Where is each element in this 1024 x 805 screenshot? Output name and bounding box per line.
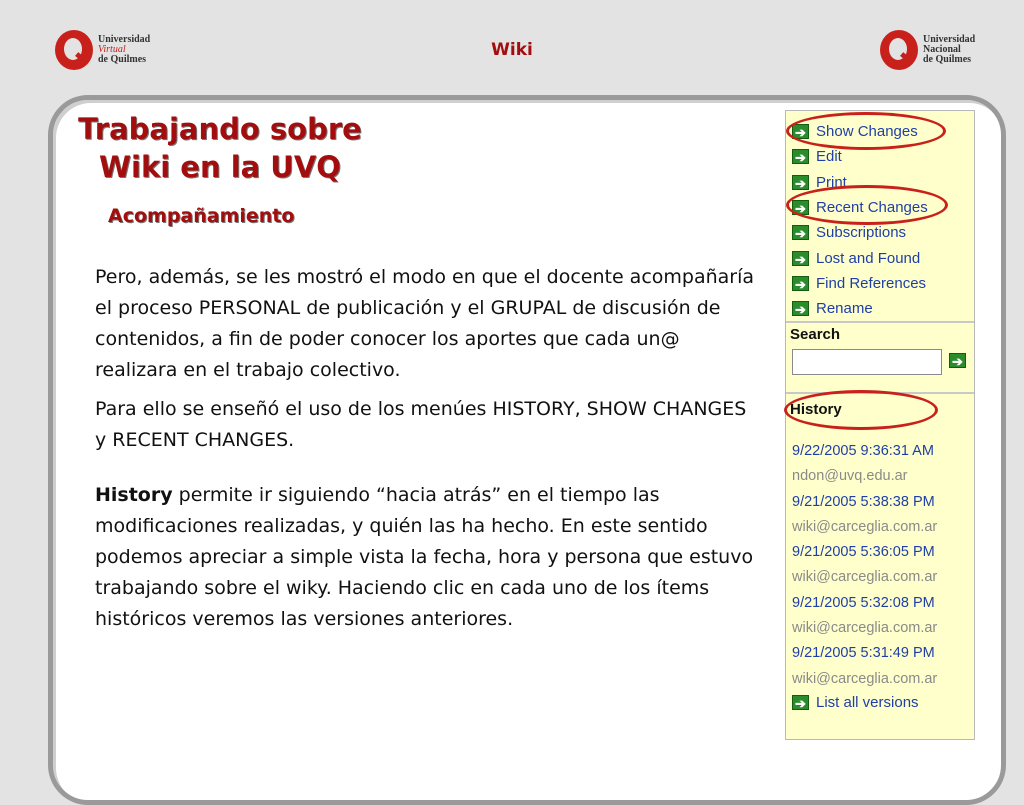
logo-right-line1: Universidad <box>923 34 976 45</box>
paragraph-2: Para ello se enseñó el uso de los menúes HISTORY, SHOW CHANGES y RECENT CHANGES. <box>95 398 747 451</box>
menu-recent-changes[interactable]: ➔ Recent Changes <box>792 195 928 220</box>
arrow-right-icon: ➔ <box>792 200 809 215</box>
history-date[interactable]: 9/22/2005 9:36:31 AM <box>792 443 934 459</box>
history-user: wiki@carceglia.com.ar <box>792 569 938 586</box>
unq-logo <box>880 30 975 70</box>
search-go-icon[interactable]: ➔ <box>949 353 966 368</box>
slide-title <box>60 110 380 186</box>
logo-left-line1: Universidad <box>98 34 151 45</box>
divider <box>786 392 974 394</box>
slide-title-line2: Wiki en la UVQ <box>99 150 341 184</box>
history-list <box>792 439 937 692</box>
header-title: Wiki <box>491 40 533 60</box>
menu-find-references[interactable]: ➔ Find References <box>792 271 928 296</box>
arrow-right-icon: ➔ <box>792 301 809 316</box>
logo-left-line2: Virtual <box>98 44 126 55</box>
history-title: History <box>790 401 842 418</box>
slide-title-line1: Trabajando sobre <box>78 112 362 146</box>
logo-q-icon <box>880 30 918 70</box>
history-user: wiki@carceglia.com.ar <box>792 670 938 687</box>
arrow-right-icon: ➔ <box>792 225 809 240</box>
arrow-right-icon: ➔ <box>792 149 809 164</box>
history-user: wiki@carceglia.com.ar <box>792 620 938 637</box>
menu-subscriptions[interactable]: ➔ Subscriptions <box>792 220 928 245</box>
menu-lost-and-found[interactable]: ➔ Lost and Found <box>792 245 928 270</box>
logo-right-line3: de Quilmes <box>923 54 972 65</box>
slide-body <box>95 262 760 635</box>
search-title: Search <box>790 326 841 343</box>
arrow-right-icon: ➔ <box>792 276 809 291</box>
list-all-versions-link[interactable]: ➔ List all versions <box>792 690 919 715</box>
history-date[interactable]: 9/21/2005 5:36:05 PM <box>792 544 935 561</box>
search-input[interactable] <box>792 349 942 375</box>
logo-left-line3: de Quilmes <box>98 54 147 65</box>
history-date[interactable]: 9/21/2005 5:31:49 PM <box>792 645 935 662</box>
history-bold: History <box>95 484 173 506</box>
slide-subtitle: Acompañamiento <box>108 205 295 227</box>
history-date[interactable]: 9/21/2005 5:38:38 PM <box>792 493 935 510</box>
arrow-right-icon: ➔ <box>792 124 809 139</box>
paragraph-3 <box>95 480 760 635</box>
arrow-right-icon: ➔ <box>792 251 809 266</box>
menu-print[interactable]: ➔ Print <box>792 170 928 195</box>
menu-show-changes[interactable]: ➔ Show Changes <box>792 119 928 144</box>
history-date[interactable]: 9/21/2005 5:32:08 PM <box>792 594 935 611</box>
menu-edit[interactable]: ➔ Edit <box>792 144 928 169</box>
wiki-panel <box>785 110 975 740</box>
divider <box>786 321 974 323</box>
arrow-right-icon: ➔ <box>792 175 809 190</box>
paragraph-1: Pero, además, se les mostró el modo en que el docente acompañaría el proceso PERSONAL de publicación y el GRUPAL de discusión de contenidos, a fin de poder conocer los aportes que cada un@ realizara en el trabajo colectivo. <box>95 266 755 381</box>
paragraph-3-text: permite ir siguiendo “hacia atrás” en el tiempo las modificaciones realizadas, y quién las ha hecho. En este sentido podemos apreciar a simple vista la fecha, hora y persona que estuvo trabajando sobre el wiky. Haciendo clic en cada uno de los ítems históricos veremos las versiones anteriores. <box>95 484 754 630</box>
arrow-right-icon: ➔ <box>792 695 809 710</box>
history-user: wiki@carceglia.com.ar <box>792 518 938 535</box>
history-user: ndon@uvq.edu.ar <box>792 468 908 485</box>
wiki-menu <box>792 119 928 321</box>
logo-right-line2: Nacional <box>923 44 961 55</box>
menu-rename[interactable]: ➔ Rename <box>792 296 928 321</box>
